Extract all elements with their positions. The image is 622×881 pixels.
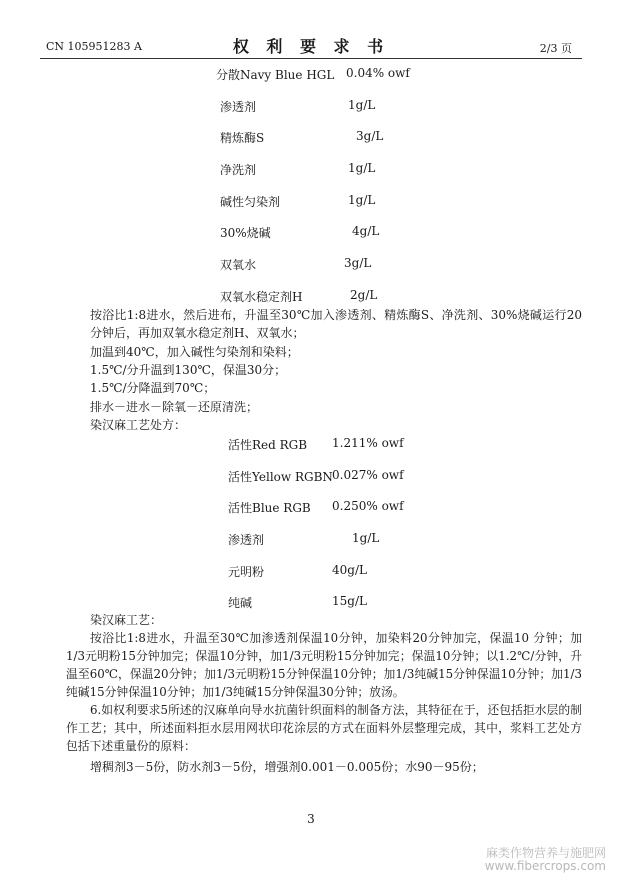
doc-number: CN 105951283 A: [46, 40, 142, 53]
recipe-value: 1g/L: [348, 161, 376, 175]
recipe-value: 1g/L: [352, 531, 380, 545]
process-line: [90, 361, 606, 379]
recipe-value: 0.027% owf: [332, 468, 404, 482]
process-text: 加温到40℃，加入碱性匀染剂和染料；: [90, 345, 299, 359]
recipe-label: 碱性匀染剂: [220, 195, 281, 209]
process-line: [90, 343, 606, 361]
claim-formula: 增稠剂3－5份，防水剂3－5份，增强剂0.001－0.005份；水90－95份；: [90, 760, 484, 774]
recipe-row: [216, 66, 436, 82]
recipe-value: 40g/L: [332, 563, 367, 577]
recipe-value: 0.04% owf: [346, 66, 410, 80]
process-heading-text: 染汉麻工艺：: [90, 613, 163, 627]
page-number: 3: [307, 812, 315, 826]
recipe-label: 分散Navy Blue HGL: [216, 68, 335, 82]
page-indicator: 2/3 页: [539, 42, 572, 55]
recipe-row: [228, 531, 428, 547]
recipe-row: [220, 193, 420, 209]
recipe-label: 30%烧碱: [220, 226, 271, 240]
recipe-row: [220, 161, 420, 177]
recipe-label: 活性Red RGB: [228, 438, 308, 452]
recipe-value: 15g/L: [332, 594, 367, 608]
recipe-row: [220, 288, 420, 304]
recipe-value: 3g/L: [356, 129, 384, 143]
recipe-row: [228, 436, 428, 452]
recipe-value: 1g/L: [348, 98, 376, 112]
recipe-row: [220, 256, 420, 272]
recipe-label: 元明粉: [228, 565, 265, 579]
recipe-row: [220, 98, 420, 114]
recipe-label: 活性Blue RGB: [228, 501, 311, 515]
recipe-label: 渗透剂: [220, 100, 257, 114]
recipe-label: 渗透剂: [228, 533, 265, 547]
recipe-value: 4g/L: [352, 224, 380, 238]
recipe-value: 1.211% owf: [332, 436, 404, 450]
recipe-label: 净洗剂: [220, 163, 257, 177]
recipe-label: 双氧水稳定剂H: [220, 290, 303, 304]
recipe-label: 活性Yellow RGBN: [228, 470, 333, 484]
process-paragraph: [66, 629, 582, 701]
header-rule: [40, 58, 582, 59]
watermark-line: 麻类作物营养与施肥网: [485, 846, 606, 860]
recipe-row: [228, 563, 428, 579]
process-line: [90, 398, 606, 416]
watermark-line: www.fibercrops.com: [484, 859, 606, 873]
claim-formula-line: [90, 758, 606, 776]
process-text: 染汉麻工艺处方：: [90, 418, 187, 432]
process-text: 排水－进水－除氧－还原清洗；: [90, 400, 259, 414]
recipe-label: 精炼酶S: [220, 131, 265, 145]
claim-paragraph: [66, 701, 582, 755]
recipe-row: [220, 129, 420, 145]
claim-text: 6.如权利要求5所述的汉麻单向导水抗菌针织面料的制备方法，其特征在于，还包括拒水层的制作工艺；其中，所述面料拒水层用网状印花涂层的方式在面料外层整理完成，其中，浆料工艺处方包括下述重量份的原料：: [66, 703, 582, 753]
recipe-row: [220, 224, 420, 240]
process-line: [90, 379, 606, 397]
process-line: [90, 416, 606, 434]
recipe-label: 双氧水: [220, 258, 257, 272]
watermark: [485, 847, 606, 873]
process-heading: [90, 611, 606, 629]
recipe-row: [228, 594, 428, 610]
recipe-value: 0.250% owf: [332, 499, 404, 513]
recipe-row: [228, 499, 428, 515]
process-text: 按浴比1:8进水，然后进布，升温至30℃加入渗透剂、精炼酶S、净洗剂、30%烧碱运行20分钟后，再加双氧水稳定剂H、双氧水；: [90, 308, 582, 340]
recipe-label: 纯碱: [228, 596, 253, 610]
process-text: 1.5℃/分升温到130℃，保温30分；: [90, 363, 287, 377]
doc-title: 权 利 要 求 书: [232, 37, 390, 56]
recipe-value: 1g/L: [348, 193, 376, 207]
process-text: 按浴比1:8进水，升温至30℃加渗透剂保温10分钟，加染料20分钟加完，保温10 分钟；加1/3元明粉15分钟加完；保温10分钟，加1/3元明粉15分钟加完；保温10分钟；以1.2℃/分钟，升温至60℃，保温20分钟；加1/3元明粉15分钟保温10分钟；加1/3纯碱15分钟保温10分钟；加1/3纯碱15分钟保温10分钟；加1/3纯碱15分钟保温30分钟；放汤。: [66, 631, 582, 699]
recipe-row: [228, 468, 428, 484]
process-paragraph: [90, 306, 582, 342]
recipe-value: 3g/L: [344, 256, 372, 270]
recipe-value: 2g/L: [350, 288, 378, 302]
process-text: 1.5℃/分降温到70℃；: [90, 381, 216, 395]
